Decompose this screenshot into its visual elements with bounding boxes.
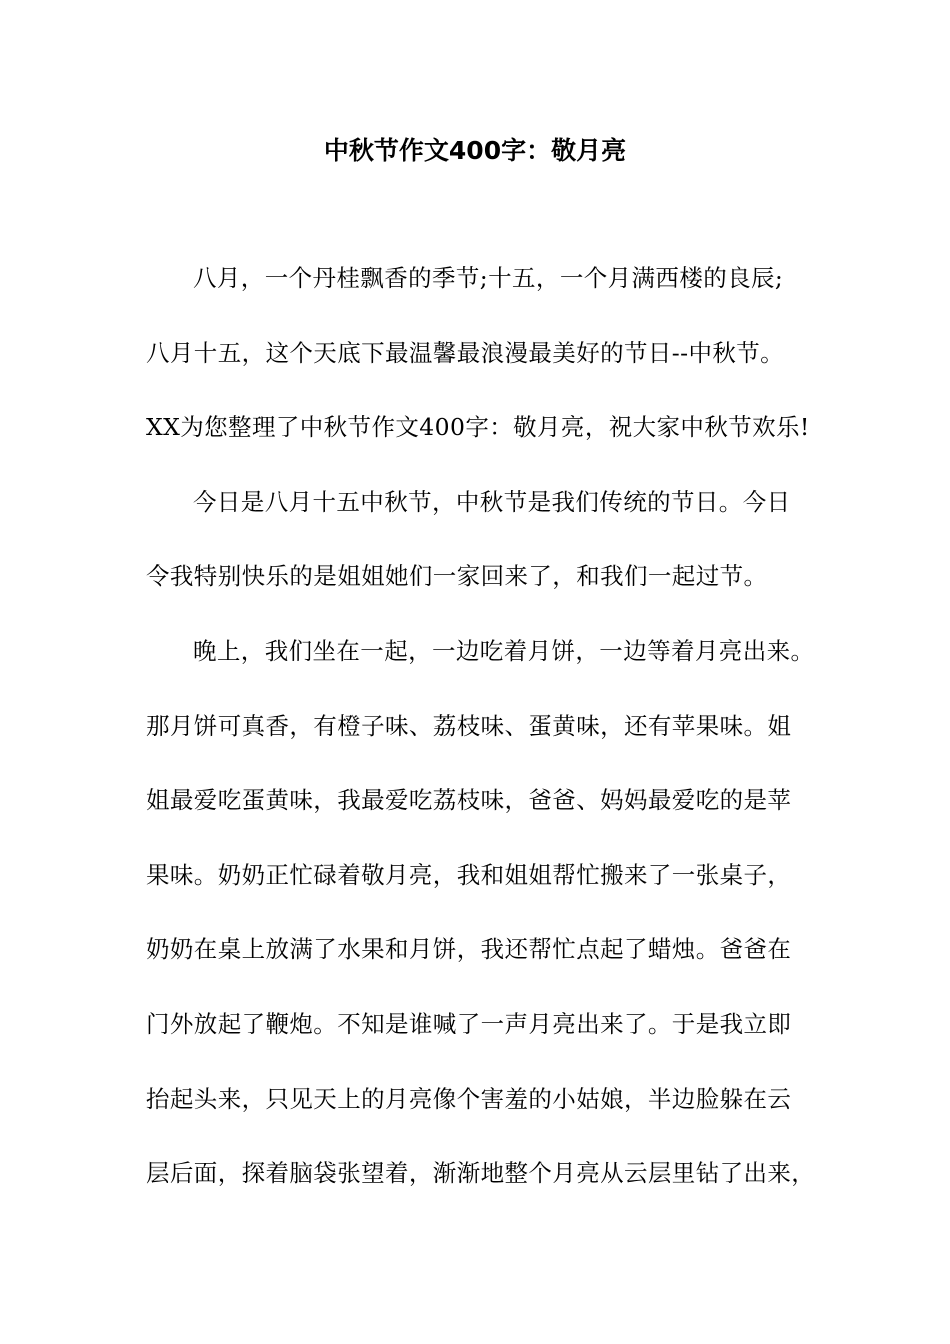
paragraph-line: XX为您整理了中秋节作文400字：敬月亮，祝大家中秋节欢乐! bbox=[146, 413, 810, 441]
paragraph-line: 层后面，探着脑袋张望着，渐渐地整个月亮从云层里钻了出来， bbox=[146, 1159, 816, 1187]
paragraph-line: 那月饼可真香，有橙子味、荔枝味、蛋黄味，还有苹果味。姐 bbox=[146, 712, 792, 740]
paragraph-line: 门外放起了鞭炮。不知是谁喊了一声月亮出来了。于是我立即 bbox=[146, 1010, 792, 1038]
paragraph-line: 令我特别快乐的是姐姐她们一家回来了，和我们一起过节。 bbox=[146, 562, 768, 590]
paragraph-line: 八月，一个丹桂飘香的季节;十五，一个月满西楼的良辰; bbox=[193, 264, 784, 292]
paragraph-line: 抬起头来，只见天上的月亮像个害羞的小姑娘，半边脸躲在云 bbox=[146, 1085, 792, 1113]
paragraph-line: 晚上，我们坐在一起，一边吃着月饼，一边等着月亮出来。 bbox=[193, 637, 815, 665]
paragraph-line: 果味。奶奶正忙碌着敬月亮，我和姐姐帮忙搬来了一张桌子， bbox=[146, 861, 792, 889]
paragraph-line: 今日是八月十五中秋节，中秋节是我们传统的节日。今日 bbox=[193, 488, 791, 516]
paragraph-line: 姐最爱吃蛋黄味，我最爱吃荔枝味，爸爸、妈妈最爱吃的是苹 bbox=[146, 786, 792, 814]
paragraph-line: 八月十五，这个天底下最温馨最浪漫最美好的节日--中秋节。 bbox=[146, 339, 785, 367]
document-title: 中秋节作文400字：敬月亮 bbox=[323, 136, 627, 165]
paragraph-line: 奶奶在桌上放满了水果和月饼，我还帮忙点起了蜡烛。爸爸在 bbox=[146, 935, 792, 963]
